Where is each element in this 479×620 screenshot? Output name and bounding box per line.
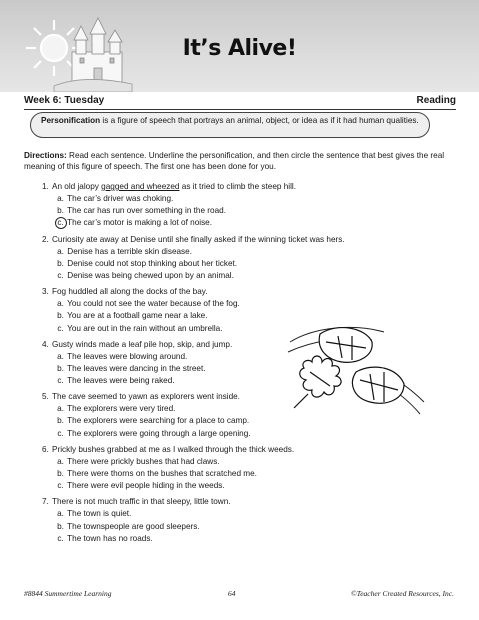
question-text: Fog huddled all along the docks of the bay. bbox=[52, 287, 208, 297]
question-text: Gusty winds made a leaf pile hop, skip, and jump. bbox=[52, 339, 233, 349]
answer-option bbox=[42, 310, 342, 322]
option-text: You could not see the water because of the fog. bbox=[67, 299, 240, 309]
answer-option bbox=[42, 456, 342, 468]
option-letter: a. bbox=[57, 404, 64, 414]
question-text: Prickly bushes grabbed at me as I walked through the thick weeds. bbox=[52, 444, 295, 454]
option-letter: b. bbox=[57, 416, 64, 426]
option-text: The explorers were searching for a place to camp. bbox=[67, 416, 250, 426]
option-text: There were prickly bushes that had claws. bbox=[67, 456, 220, 466]
option-text: The explorers were going through a large opening. bbox=[67, 428, 251, 438]
leaf-icon bbox=[319, 328, 372, 363]
answer-option bbox=[42, 508, 342, 520]
subject-label: Reading bbox=[416, 95, 456, 106]
definition-term: Personification bbox=[41, 116, 101, 125]
question-number: 2. bbox=[42, 234, 49, 244]
directions bbox=[24, 150, 454, 172]
option-letter: b. bbox=[57, 469, 64, 478]
option-text: The town has no roads. bbox=[67, 533, 153, 543]
answer-option bbox=[42, 298, 342, 310]
footer-book-title: #8844 Summertime Learning bbox=[24, 589, 112, 598]
question-number: 1. bbox=[42, 182, 49, 191]
question-number: 5. bbox=[42, 392, 49, 402]
option-text: The leaves were being raked. bbox=[67, 376, 175, 386]
option-letter: a. bbox=[57, 456, 64, 466]
option-text: The town is quiet. bbox=[67, 509, 132, 519]
option-text: Denise has a terrible skin disease. bbox=[67, 246, 192, 256]
definition-box bbox=[30, 112, 430, 138]
divider bbox=[24, 109, 456, 110]
option-letter: a. bbox=[57, 194, 64, 203]
question-text-end: as it tried to climb the steep hill. bbox=[179, 182, 296, 191]
question-number: 7. bbox=[42, 497, 49, 507]
option-text: The leaves were dancing in the street. bbox=[67, 363, 206, 373]
answer-option bbox=[42, 258, 342, 270]
answer-option bbox=[42, 205, 342, 217]
option-text: The townspeople are good sleepers. bbox=[67, 521, 200, 531]
option-text: Denise could not stop thinking about her ticket. bbox=[67, 258, 238, 268]
question-stem bbox=[42, 234, 345, 246]
option-letter: b. bbox=[57, 311, 64, 321]
circled-answer-letter: c. bbox=[56, 217, 65, 229]
question-item bbox=[42, 496, 342, 545]
personification-underline: gagged and wheezed bbox=[101, 182, 180, 191]
answer-option bbox=[42, 428, 342, 440]
option-text: The car’s motor is making a lot of noise. bbox=[67, 218, 213, 228]
question-stem bbox=[42, 286, 342, 298]
option-letter: a. bbox=[57, 351, 64, 361]
week-label: Week 6: Tuesday bbox=[24, 95, 105, 106]
footer-copyright: ©Teacher Created Resources, Inc. bbox=[351, 589, 454, 598]
answer-option bbox=[42, 193, 342, 205]
answer-option bbox=[42, 468, 342, 480]
option-letter: c. bbox=[57, 376, 64, 386]
option-text: The explorers were very tired. bbox=[67, 404, 176, 414]
question-number: 6. bbox=[42, 444, 49, 454]
question-text: There is not much traffic in that sleepy, little town. bbox=[52, 497, 231, 507]
option-text: You are at a football game near a lake. bbox=[67, 311, 208, 321]
option-letter: a. bbox=[57, 299, 64, 309]
option-letter: c. bbox=[57, 323, 64, 333]
leaves-illustration bbox=[286, 322, 426, 418]
option-letter: c. bbox=[57, 533, 64, 543]
answer-option bbox=[42, 533, 342, 545]
option-text: There were evil people hiding in the weeds. bbox=[67, 481, 225, 491]
question-item bbox=[42, 444, 342, 493]
answer-option bbox=[42, 270, 342, 282]
option-letter: b. bbox=[57, 363, 64, 373]
option-text: The car has run over something in the road. bbox=[67, 206, 226, 216]
option-letter: b. bbox=[57, 521, 64, 531]
question-stem bbox=[42, 444, 342, 456]
option-letter: a. bbox=[57, 246, 64, 256]
option-letter: b. bbox=[57, 206, 64, 216]
option-text: The leaves were blowing around. bbox=[67, 351, 188, 361]
definition-text: is a figure of speech that portrays an animal, object, or idea as if it had human qualities. bbox=[100, 116, 419, 125]
leaf-icon bbox=[352, 367, 404, 403]
question-number: 3. bbox=[42, 287, 49, 297]
footer-page-number: 64 bbox=[228, 589, 236, 598]
answer-option bbox=[42, 217, 342, 229]
question-text: Curiosity ate away at Denise until she finally asked if the winning ticket was hers. bbox=[52, 234, 345, 244]
week-bar bbox=[24, 95, 456, 109]
question-stem bbox=[42, 181, 342, 193]
option-text: Denise was being chewed upon by an animal. bbox=[67, 270, 234, 280]
question-item bbox=[42, 234, 345, 283]
option-letter: c. bbox=[57, 270, 64, 280]
question-text: The cave seemed to yawn as explorers went inside. bbox=[52, 392, 240, 402]
directions-text: Read each sentence. Underline the personification, and then circle the sentence that best gives the real meaning of this figure of speech. The first one has been done for you. bbox=[24, 151, 445, 171]
option-text: There were thorns on the bushes that scratched me. bbox=[67, 469, 257, 478]
directions-label: Directions: bbox=[24, 151, 67, 160]
question-item bbox=[42, 181, 342, 230]
footer bbox=[24, 589, 454, 601]
oak-leaf-icon bbox=[294, 356, 341, 408]
answer-option bbox=[42, 480, 342, 492]
page-title: It’s Alive! bbox=[182, 36, 297, 61]
option-letter: a. bbox=[57, 509, 64, 519]
option-text: You are out in the rain without an umbrella. bbox=[67, 323, 223, 333]
option-letter: c. bbox=[57, 481, 64, 491]
option-text: The car’s driver was choking. bbox=[67, 194, 174, 203]
option-letter: b. bbox=[57, 258, 64, 268]
option-letter: c. bbox=[57, 428, 64, 438]
answer-option bbox=[42, 521, 342, 533]
question-number: 4. bbox=[42, 339, 49, 349]
question-text: An old jalopy bbox=[52, 182, 102, 191]
question-stem bbox=[42, 496, 342, 508]
answer-option bbox=[42, 246, 342, 258]
